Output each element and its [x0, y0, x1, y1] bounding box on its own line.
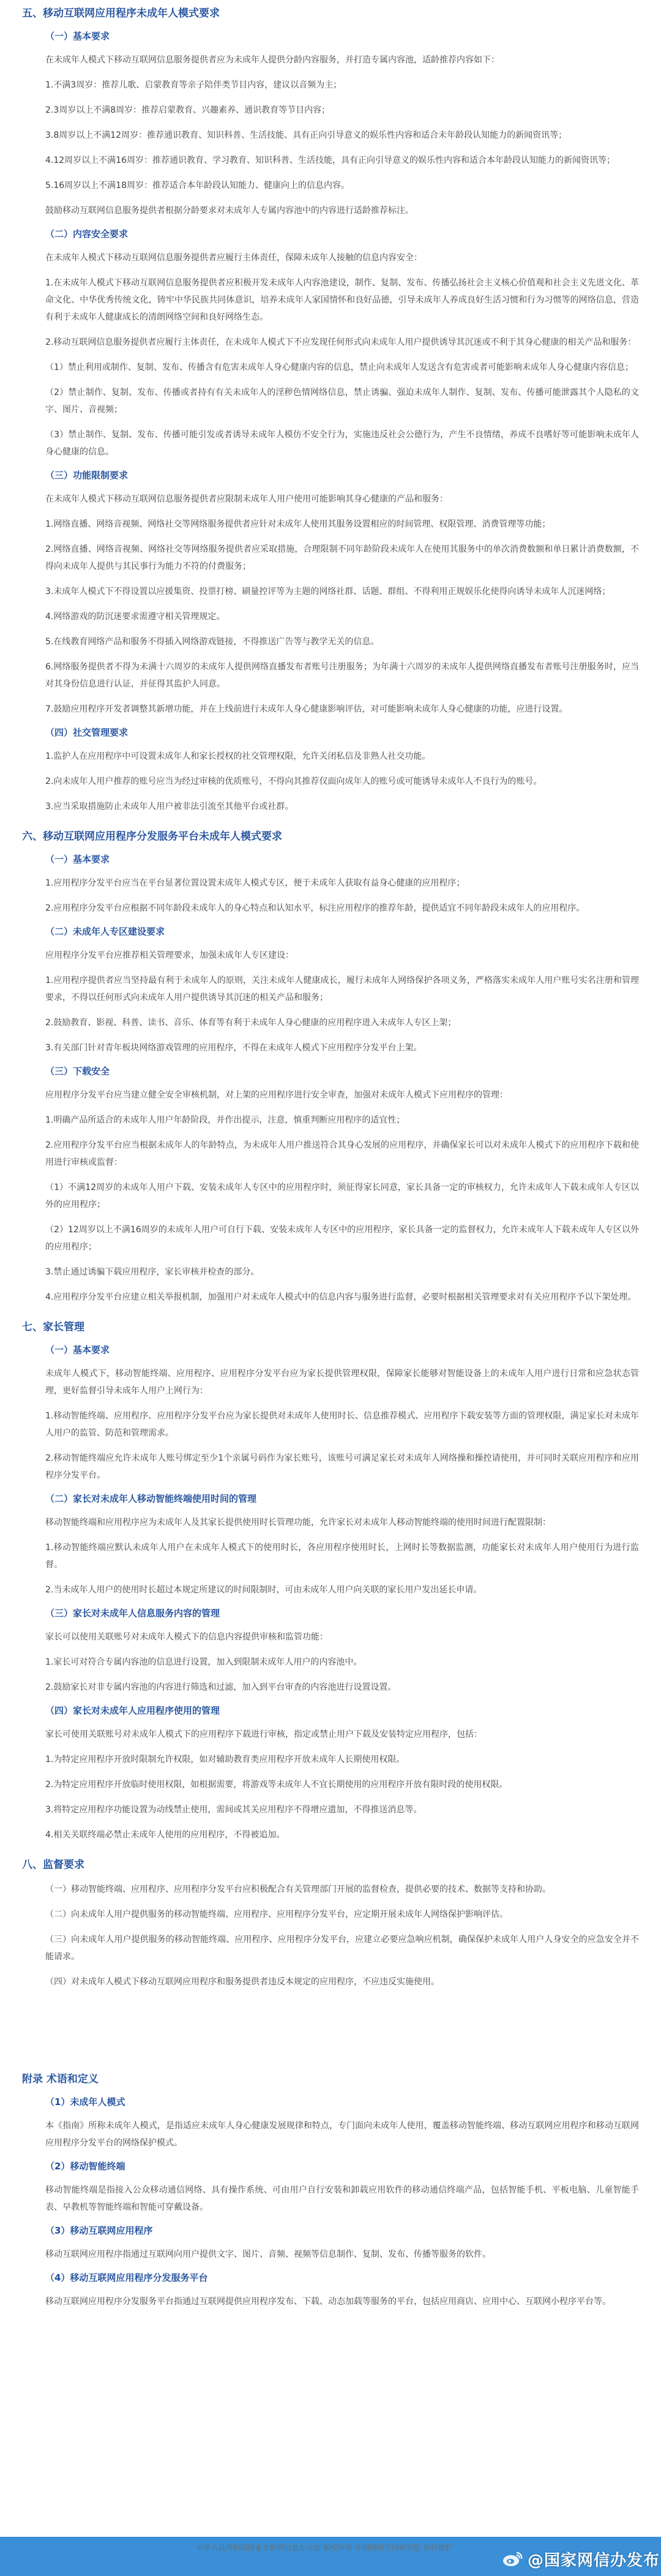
- paragraph: 鼓励移动互联网信息服务提供者根据分龄要求对未成年人专属内容池中的内容进行适龄推荐标注。: [45, 206, 414, 216]
- paragraph: 1.应用程序提供者应当坚持最有利于未成年人的原则，关注未成年人健康成长，履行未成年人网络保护各项义务，严格落实未成年人用户账号实名注册和管理要求，不得以任何形式向未成年人用户提供诱导其沉迷的相关产品和服务；: [45, 976, 639, 1003]
- weibo-watermark: [502, 2549, 660, 2569]
- paragraph: 3.未成年人模式下不得设置以应援集资、投票打榜、刷量控评等为主题的网络社群、话题、群组、不得利用正规娱乐化使得向诱导未成年人沉迷网络；: [45, 587, 611, 597]
- paragraph: 3.8周岁以上不满12周岁：推荐通识教育、知识科普、生活技能、具有正向引导意义的娱乐性内容和适合未年龄段认知能力的新闻资讯等；: [45, 130, 567, 140]
- paragraph: 移动互联网应用程序指通过互联网向用户提供文字、图片、音频、视频等信息制作、复制、发布、传播等服务的软件。: [45, 2250, 491, 2259]
- paragraph: 2.移动智能终端应允许未成年人账号绑定至少1个亲属号码作为家长账号，该账号可满足家长对未成年人网络操和操控请使用，并可同时关联应用程序和应用程序分发平台。: [45, 1453, 639, 1480]
- paragraph: 1.网络直播、网络音视频、网络社交等网络服务提供者应针对未成年人使用其服务设置相应的时间管理、权限管理、消费管理等功能；: [45, 519, 551, 529]
- paragraph: 在未成年人模式下移动互联网信息服务提供者应履行主体责任，保障未成年人接触的信息内容安全：: [45, 253, 422, 263]
- paragraph: 7.鼓励应用程序开发者调整其新增功能，并在上线前进行未成年人身心健康影响评估，对可能影响未成年人身心健康的功能，应进行设置。: [45, 704, 568, 714]
- paragraph: 1.不满3周岁：推荐儿歌、启蒙教育等亲子陪伴类节目内容，建议以音频为主；: [45, 80, 342, 90]
- appendix-term-heading: （1）未成年人模式: [45, 2096, 125, 2107]
- paragraph: 6.网络服务提供者不得为未满十六周岁的未成年人提供网络直播发布者账号注册服务；为年满十六周岁的未成年人提供网络直播发布者账号注册服务时，应当对其身份信息进行认证，并征得其监护人同意。: [45, 662, 639, 689]
- paragraph: （一）移动智能终端、应用程序、应用程序分发平台应积极配合有关管理部门开展的监督检查，提供必要的技术、数据等支持和协助。: [45, 1885, 551, 1894]
- paragraph: 1.为特定应用程序开放时限制允许权限，如对辅助教育类应用程序开放未成年人长期使用权限。: [45, 1755, 405, 1764]
- paragraph: 2.鼓励家长对非专属内容池的内容进行筛选和过滤，加入到平台审查的内容池进行设置设置。: [45, 1682, 397, 1692]
- paragraph: 5.在线教育网络产品和服务不得插入网络游戏链接，不得推送广告等与教学无关的信息。: [45, 637, 379, 647]
- content-management-heading: （三）家长对未成年人信息服务内容的管理: [45, 1608, 220, 1619]
- paragraph: 移动智能终端是指接入公众移动通信网络、具有操作系统、可由用户自行安装和卸载应用软件的移动通信终端产品，包括智能手机、平板电脑、儿童智能手表、早教机等智能终端和智能可穿戴设备。: [45, 2185, 639, 2212]
- paragraph: 3.将特定应用程序功能设置为动线禁止使用，需间或其关应用程序不得增应遗加，不得推送消息等。: [45, 1805, 422, 1815]
- paragraph: （2）12周岁以上不满16周岁的未成年人用户可自行下载、安装未成年人专区中的应用程序，家长具备一定的监督权力，允许未成年人下载未成年人专区以外的应用程序；: [45, 1225, 639, 1252]
- paragraph: （二）向未成年人用户提供服务的移动智能终端、应用程序、应用程序分发平台，应定期开展未成年人网络保护影响评估。: [45, 1910, 508, 1919]
- paragraph: 应用程序分发平台应当建立健全安全审核机制，对上架的应用程序进行安全审查，加强对未成年人模式下应用程序的管理：: [45, 1090, 508, 1100]
- paragraph: 家长可以使用关联账号对未成年人模式下的信息内容提供审核和监管功能：: [45, 1632, 328, 1642]
- paragraph: 1.在未成年人模式下移动互联网信息服务提供者应积极开发未成年人内容池建设，制作、复制、发布、传播弘扬社会主义核心价值观和社会主义先进文化、革命文化、中华优秀传统文化，铸牢中华民族共同体意识，培养未成年人家国情怀和良好品德，引导未成年人养成良好生活习惯和行为习惯等的网络信息，营造有利于未成年人健康成长的清朗网络空间和良好网络生态。: [45, 278, 639, 322]
- usage-time-heading: （二）家长对未成年人移动智能终端使用时间的管理: [45, 1493, 257, 1504]
- paragraph: 5.16周岁以上不满18周岁：推荐适合本年龄段认知能力、健康向上的信息内容。: [45, 181, 349, 190]
- paragraph: 2.应用程序分发平台应根据不同年龄段未成年人的身心特点和认知水平，标注应用程序的推荐年龄，提供适宜不同年龄段未成年人的应用程序。: [45, 903, 585, 913]
- paragraph: 移动智能终端和应用程序应为未成年人及其家长提供使用时长管理功能，允许家长对未成年人移动智能终端的使用时间进行配置限制：: [45, 1518, 551, 1527]
- paragraph: （1）不满12周岁的未成年人用户下载、安装未成年人专区中的应用程序时，须征得家长同意，家长具备一定的审核权力，允许未成年人下载未成年人专区以外的应用程序；: [45, 1183, 639, 1210]
- paragraph: 1.家长可对符合专属内容池的信息进行设置，加入到限制未成年人用户的内容池中。: [45, 1657, 362, 1667]
- section-eight-title: 八、监督要求: [22, 1859, 84, 1871]
- paragraph: 1.应用程序分发平台应当在平台显著位置设置未成年人模式专区，便于未成年人获取有益身心健康的应用程序；: [45, 878, 465, 888]
- minor-zone-heading: （二）未成年人专区建设要求: [45, 926, 165, 937]
- document-body: [22, 6, 639, 2318]
- paragraph: 4.12周岁以上不满16周岁：推荐通识教育、学习教育、知识科普、生活技能，具有正向引导意义的娱乐性内容和适合本年龄段认知能力的新闻资讯等；: [45, 156, 615, 165]
- download-safety-heading: （三）下载安全: [45, 1066, 110, 1077]
- paragraph: 2.为特定应用程序开放临时使用权限，如根据需要，将游戏等未成年人不宜长期使用的应用程序开放有限时段的使用权限。: [45, 1780, 508, 1790]
- paragraph: 3.应当采取措施防止未成年人用户被非法引流至其他平台或社群。: [45, 802, 294, 812]
- paragraph: （1）禁止利用或制作、复制、发布、传播含有危害未成年人身心健康内容的信息，禁止向未成年人发送含有危害或者可能影响未成年人身心健康内容信息；: [45, 363, 633, 372]
- appendix-term-heading: （4）移动互联网应用程序分发服务平台: [45, 2272, 208, 2283]
- paragraph: 1.移动智能终端、应用程序、应用程序分发平台应为家长提供对未成年人使用时长、信息推荐模式、应用程序下载安装等方面的管理权限，满足家长对未成年人用户的监管、防范和管理需求。: [45, 1411, 639, 1438]
- paragraph: 2.网络直播、网络音视频、网络社交等网络服务提供者应采取措施，合理限制不同年龄阶段未成年人在使用其服务中的单次消费数额和单日累计消费数额，不得向未成年人提供与其民事行为能力不符的付费服务；: [45, 544, 639, 571]
- paragraph: 2.移动互联网信息服务提供者应履行主体责任，在未成年人模式下不应发现任何形式向未成年人用户提供诱导其沉迷或不利于其身心健康的相关产品和服务：: [45, 337, 637, 347]
- footer-copyright: 中华人民共和国国家互联网信息办公室 版权所有 中国网络空间研究院 制作维护: [196, 2544, 453, 2552]
- paragraph: 2.向未成年人用户推荐的账号应当为经过审核的优质账号，不得向其推荐仅面向成年人的账号或可能诱导未成年人不良行为的账号。: [45, 777, 542, 786]
- app-usage-heading: （四）家长对未成年人应用程序使用的管理: [45, 1705, 220, 1716]
- paragraph: 3.有关部门针对青年板块网络游戏管理的应用程序，不得在未成年人模式下应用程序分发平台上架。: [45, 1043, 422, 1053]
- paragraph: 在未成年人模式下移动互联网信息服务提供者应为未成年人提供分龄内容服务，并打造专属内容池，适龄推荐内容如下：: [45, 55, 499, 65]
- section-five-basic-requirements-heading: （一）基本要求: [45, 31, 110, 42]
- social-management-heading: （四）社交管理要求: [45, 727, 129, 738]
- paragraph: （三）向未成年人用户提供服务的移动智能终端、应用程序、应用程序分发平台，应建立必要应急响应机制，确保保护未成年人用户人身安全的应急安全并不能请求。: [45, 1935, 639, 1962]
- paragraph: 4.网络游戏的防沉迷要求需遵守相关管理规定。: [45, 612, 225, 622]
- appendix-term-heading: （3）移动互联网应用程序: [45, 2225, 153, 2236]
- paragraph: 1.监护人在应用程序中可设置未成年人和家长授权的社交管理权限，允许关闭私信及非熟人社交功能。: [45, 751, 431, 761]
- section-seven-basic-requirements-heading: （一）基本要求: [45, 1344, 110, 1355]
- section-six-title: 六、移动互联网应用程序分发服务平台未成年人模式要求: [22, 830, 282, 843]
- paragraph: 家长可使用关联账号对未成年人模式下的应用程序下载进行审核，指定或禁止用户下载及安装特定应用程序，包括：: [45, 1730, 482, 1739]
- paragraph: 2.当未成年人用户的使用时长超过本规定所建议的时间限制时，可由未成年人用户向关联的家长用户发出延长申请。: [45, 1585, 482, 1595]
- appendix-title: 附录 术语和定义: [22, 2073, 99, 2085]
- paragraph: （四）对未成年人模式下移动互联网应用程序和服务提供者违反本规定的应用程序，不应违反实施使用。: [45, 1977, 439, 1987]
- paragraph: 移动互联网应用程序分发服务平台指通过互联网提供应用程序发布、下载、动态加载等服务的平台，包括应用商店、应用中心、互联网小程序平台等。: [45, 2297, 611, 2307]
- paragraph: 2.鼓励教育、影视、科普、读书、音乐、体育等有利于未成年人身心健康的应用程序进入未成年人专区上架；: [45, 1018, 457, 1028]
- section-six-basic-requirements-heading: （一）基本要求: [45, 854, 110, 865]
- paragraph: 在未成年人模式下移动互联网信息服务提供者应限制未成年人用户使用可能影响其身心健康的产品和服务：: [45, 494, 448, 504]
- paragraph: 2.3周岁以上不满8周岁：推荐启蒙教育、兴趣素养、通识教育等节目内容；: [45, 105, 330, 115]
- appendix-term-heading: （2）移动智能终端: [45, 2161, 125, 2172]
- paragraph: 未成年人模式下，移动智能终端、应用程序、应用程序分发平台应为家长提供管理权限，保障家长能够对智能设备上的未成年人用户进行日常和应急状态管理，更好监督引导未成年人用户上网行为：: [45, 1369, 639, 1396]
- weibo-icon: [502, 2550, 523, 2568]
- section-seven-title: 七、家长管理: [22, 1321, 84, 1333]
- paragraph: 4.应用程序分发平台应建立相关举报机制，加强用户对未成年人模式中的信息内容与服务进行监督，必要时根据相关管理要求对有关应用程序予以下架处理。: [45, 1292, 637, 1302]
- paragraph: 3.禁止通过诱骗下载应用程序，家长审核并检查的部分。: [45, 1267, 260, 1277]
- paragraph: （3）禁止制作、复制、发布、传播可能引发或者诱导未成年人模仿不安全行为，实施违反社会公德行为，产生不良情绪，养成不良嗜好等可能影响未成年人身心健康的信息。: [45, 430, 639, 457]
- paragraph: 2.应用程序分发平台应当根据未成年人的年龄特点，为未成年人用户推送符合其身心发展的应用程序，并确保家长可以对未成年人模式下的应用程序下载和使用进行审核或监督：: [45, 1140, 639, 1167]
- watermark-text: @国家网信办发布: [528, 2551, 660, 2570]
- paragraph: 1.明确产品所适合的未成年人用户年龄阶段，并作出提示，注意，慎重判断应用程序的适宜性；: [45, 1115, 405, 1125]
- paragraph: 本《指南》所称未成年人模式，是指适应未成年人身心健康发展规律和特点，专门面向未成年人使用，覆盖移动智能终端、移动互联网应用程序和移动互联网应用程序分发平台的网络保护模式。: [45, 2121, 639, 2148]
- paragraph: （2）禁止制作、复制、发布、传播或者持有有关未成年人的淫秽色情网络信息，禁止诱骗、强迫未成年人制作、复制、发布、传播可能泄露其个人隐私的文字、图片、音视频；: [45, 388, 639, 415]
- paragraph: 1.移动智能终端应默认未成年人用户在未成年人模式下的使用时长，各应用程序使用时长，上网时长等数据监测，功能家长对未成年人用户使用行为进行监督。: [45, 1543, 639, 1570]
- paragraph: 应用程序分发平台应推荐相关管理要求，加强未成年人专区建设：: [45, 951, 294, 960]
- paragraph: 4.相关关联终端必禁止未成年人使用的应用程序，不得被追加。: [45, 1830, 285, 1840]
- section-five-title: 五、移动互联网应用程序未成年人模式要求: [22, 7, 220, 20]
- function-limits-heading: （三）功能限制要求: [45, 470, 129, 481]
- content-safety-heading: （二）内容安全要求: [45, 228, 129, 239]
